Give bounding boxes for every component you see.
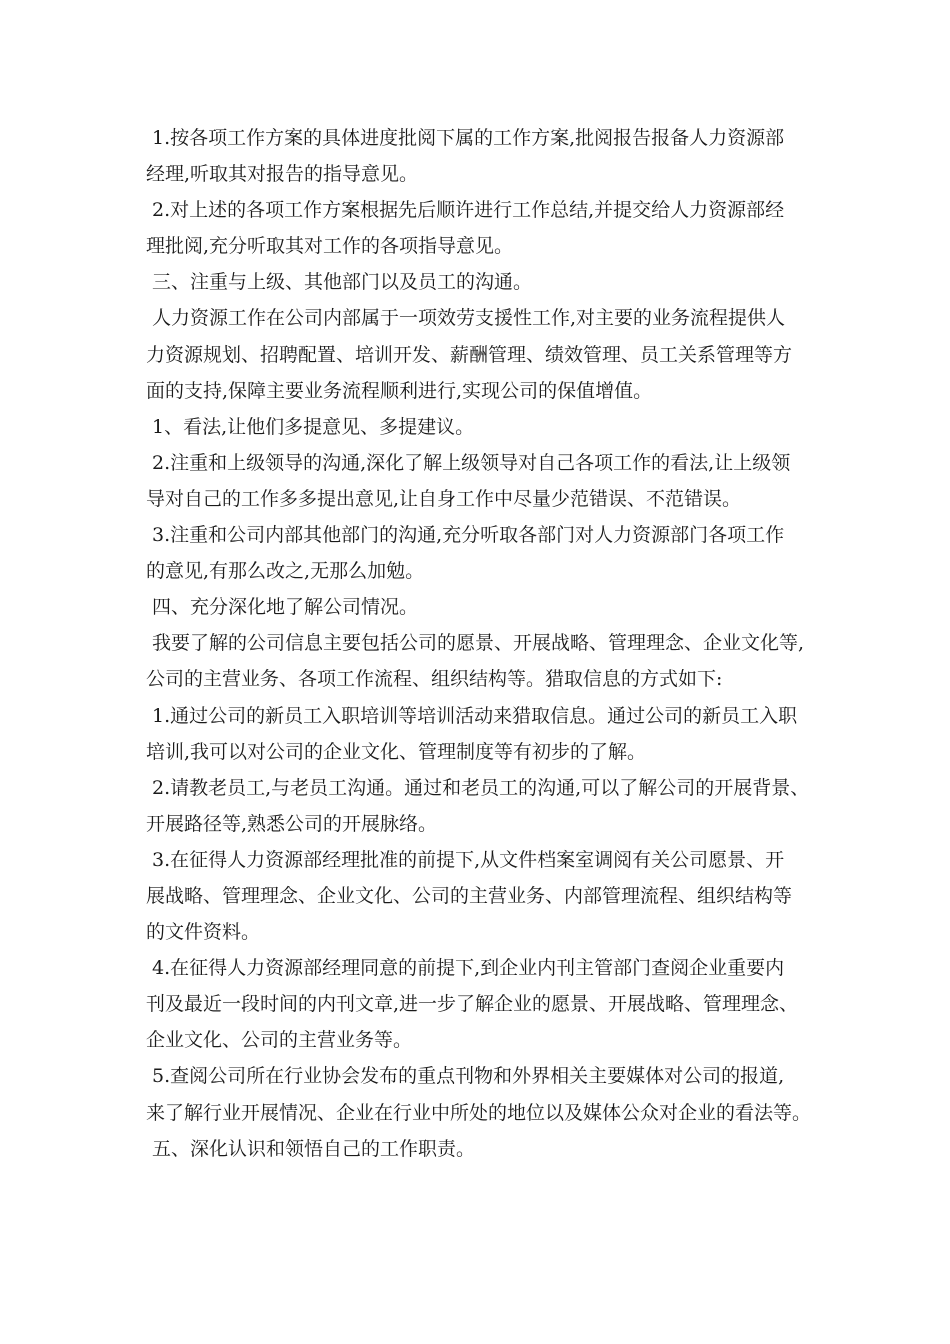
document-line: 人力资源工作在公司内部属于一项效劳支援性工作,对主要的业务流程提供人: [152, 307, 786, 330]
document-line: 1、看法,让他们多提意见、多提建议。: [152, 415, 475, 438]
document-line: 2.对上述的各项工作方案根据先后顺许进行工作总结,并提交给人力资源部经: [152, 199, 785, 222]
document-line: 来了解行业开展情况、企业在行业中所处的地位以及媒体公众对企业的看法等。: [146, 1101, 812, 1124]
document-line: 2.注重和上级领导的沟通,深化了解上级领导对自己各项工作的看法,让上级领: [152, 451, 791, 474]
document-line: 开展路径等,熟悉公司的开展脉络。: [146, 812, 438, 835]
document-line: 的文件资料。: [146, 921, 261, 944]
document-body: [146, 120, 826, 1167]
document-line: 展战略、管理理念、企业文化、公司的主营业务、内部管理流程、组织结构等: [146, 884, 793, 907]
document-line: 理批阅,充分听取其对工作的各项指导意见。: [146, 235, 514, 258]
document-line: 导对自己的工作多多提出意见,让自身工作中尽量少范错误、不范错误。: [146, 487, 742, 510]
document-line: 2.请教老员工,与老员工沟通。通过和老员工的沟通,可以了解公司的开展背景、: [152, 776, 810, 799]
document-line: 1.按各项工作方案的具体进度批阅下属的工作方案,批阅报告报备人力资源部: [152, 127, 785, 149]
document-line: 三、注重与上级、其他部门以及员工的沟通。: [152, 271, 533, 294]
document-line: 企业文化、公司的主营业务等。: [146, 1029, 413, 1052]
document-line: 4.在征得人力资源部经理同意的前提下,到企业内刊主管部门查阅企业重要内: [152, 957, 785, 980]
document-line: 面的支持,保障主要业务流程顺利进行,实现公司的保值增值。: [146, 379, 653, 402]
document-line: 培训,我可以对公司的企业文化、管理制度等有初步的了解。: [146, 740, 647, 763]
document-line: 经理,听取其对报告的指导意见。: [146, 163, 419, 186]
document-line: 3.注重和公司内部其他部门的沟通,充分听取各部门对人力资源部门各项工作: [152, 524, 785, 547]
document-line: 3.在征得人力资源部经理批准的前提下,从文件档案室调阅有关公司愿景、开: [152, 848, 785, 871]
document-line: 力资源规划、招聘配置、培训开发、薪酬管理、绩效管理、员工关系管理等方: [146, 343, 793, 366]
document-line: 五、深化认识和领悟自己的工作职责。: [152, 1137, 476, 1160]
document-line: 的意见,有那么改之,无那么加勉。: [146, 560, 425, 583]
document-line: 刊及最近一段时间的内刊文章,进一步了解企业的愿景、开展战略、管理理念、: [146, 993, 799, 1016]
document-line: 1.通过公司的新员工入职培训等培训活动来猎取信息。通过公司的新员工入职: [152, 704, 798, 727]
document-line: 5.查阅公司所在行业协会发布的重点刊物和外界相关主要媒体对公司的报道,: [152, 1065, 785, 1088]
document-line: 我要了解的公司信息主要包括公司的愿景、开展战略、管理理念、企业文化等,: [152, 632, 805, 655]
document-line: 四、充分深化地了解公司情况。: [152, 596, 419, 619]
document-line: 公司的主营业务、各项工作流程、组织结构等。猎取信息的方式如下:: [146, 668, 723, 691]
